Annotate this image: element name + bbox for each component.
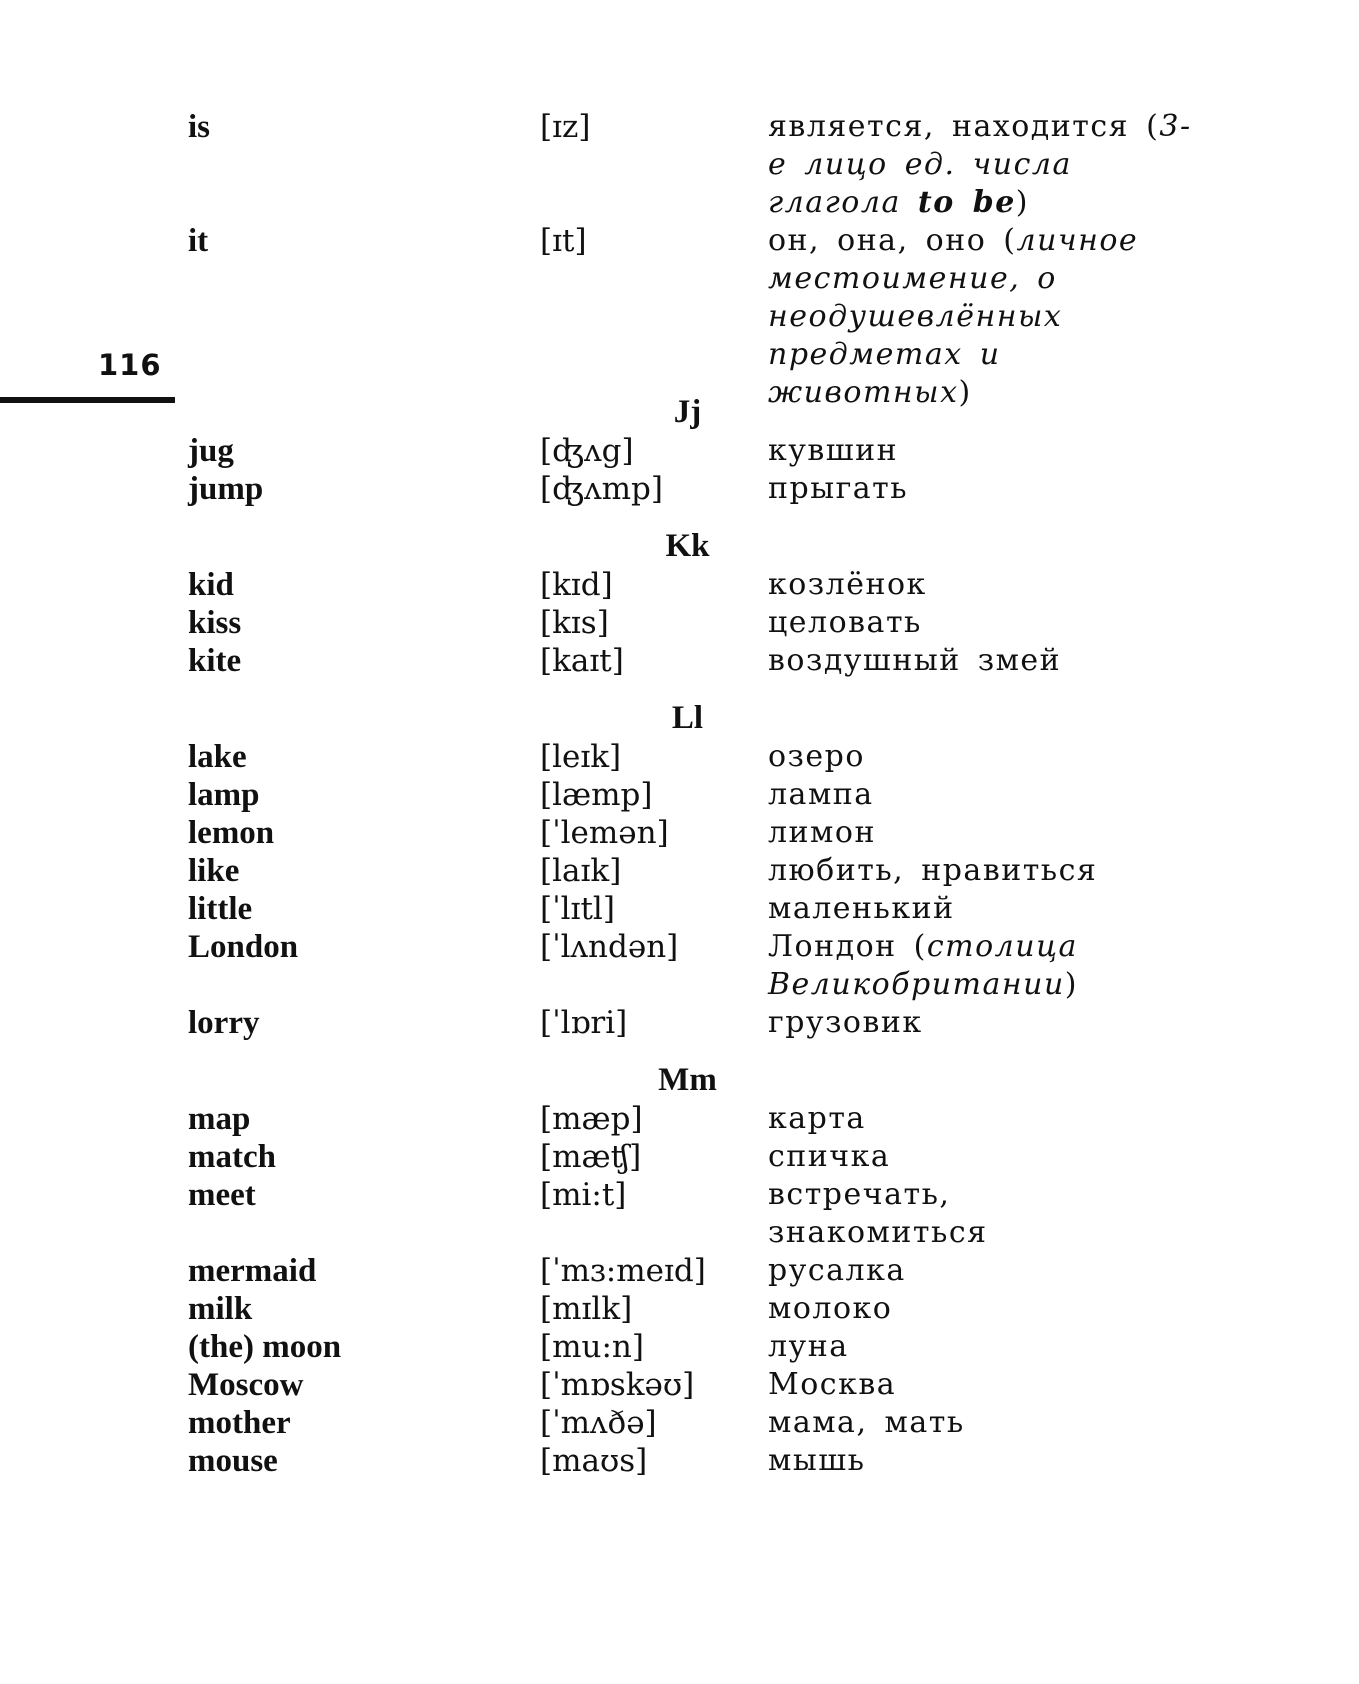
entry-transcription: [ˈmɒskəʊ] xyxy=(540,1367,695,1403)
entry-word: jug xyxy=(188,433,234,469)
dictionary-entry xyxy=(0,1442,1359,1480)
letter-heading xyxy=(0,526,1359,566)
entry-meaning: любить, нравиться xyxy=(768,853,1098,888)
entry-meaning: мышь xyxy=(768,1443,866,1478)
dictionary-entry xyxy=(0,1328,1359,1366)
entry-meaning xyxy=(768,222,1208,412)
entry-word: (the) moon xyxy=(188,1329,342,1365)
entry-meaning: луна xyxy=(768,1329,849,1364)
letter-heading-text: Jj xyxy=(673,394,702,430)
entry-word: match xyxy=(188,1139,276,1175)
dictionary-entry xyxy=(0,108,1359,222)
entry-transcription: [laɪk] xyxy=(540,853,622,889)
dictionary-entry xyxy=(0,566,1359,604)
entry-meaning: лампа xyxy=(768,777,874,812)
page-number: 116 xyxy=(98,348,162,382)
entry-word: Moscow xyxy=(188,1367,304,1403)
entry-meaning: встречать, знакомиться xyxy=(768,1177,988,1250)
dictionary-entry xyxy=(0,814,1359,852)
entry-meaning: озеро xyxy=(768,739,865,774)
entry-meaning: грузовик xyxy=(768,1005,923,1040)
entry-word: lemon xyxy=(188,815,275,851)
meaning-note-emphasis: to be xyxy=(917,185,1016,220)
entry-transcription: [maʊs] xyxy=(540,1443,648,1479)
meaning-note: личное местоимение, о неодушевлённых предметах и животных xyxy=(768,223,1139,410)
dictionary-entry xyxy=(0,642,1359,680)
entry-meaning: русалка xyxy=(768,1253,906,1288)
entry-meaning: прыгать xyxy=(768,471,909,506)
dictionary-entry xyxy=(0,1176,1359,1252)
entry-transcription: [ɪt] xyxy=(540,223,587,259)
entry-transcription: [læmp] xyxy=(540,777,653,813)
dictionary-entry xyxy=(0,1404,1359,1442)
entry-word: London xyxy=(188,929,299,965)
meaning-text: ) xyxy=(1015,185,1029,220)
dictionary-entry xyxy=(0,1100,1359,1138)
entry-transcription: [ˈlɪtl] xyxy=(540,891,615,927)
letter-heading xyxy=(0,392,1359,432)
entry-word: it xyxy=(188,223,209,259)
entry-meaning: воздушный змей xyxy=(768,643,1062,678)
meaning-text: Лондон ( xyxy=(768,929,927,964)
dictionary-entry xyxy=(0,852,1359,890)
entry-transcription: [mɪlk] xyxy=(540,1291,633,1327)
letter-heading xyxy=(0,698,1359,738)
dictionary-entry xyxy=(0,928,1359,1004)
entry-transcription: [leɪk] xyxy=(540,739,622,775)
meaning-text: ) xyxy=(1064,967,1078,1002)
dictionary-entry xyxy=(0,1252,1359,1290)
dictionary-entry xyxy=(0,432,1359,470)
entry-meaning: карта xyxy=(768,1101,866,1136)
entry-transcription: [mi:t] xyxy=(540,1177,627,1213)
entry-transcription: [ˈlɒri] xyxy=(540,1005,628,1041)
dictionary-entry xyxy=(0,222,1359,410)
entry-word: mermaid xyxy=(188,1253,317,1289)
entry-meaning: мама, мать xyxy=(768,1405,965,1440)
entry-word: lamp xyxy=(188,777,260,813)
meaning-text: является, находится xyxy=(768,109,1130,144)
entry-word: jump xyxy=(188,471,264,507)
dictionary-entry xyxy=(0,776,1359,814)
entry-word: kite xyxy=(188,643,242,679)
entry-word: mouse xyxy=(188,1443,278,1479)
entry-word: little xyxy=(188,891,253,927)
entry-transcription: [ˈmɜ:meɪd] xyxy=(540,1253,706,1289)
entry-word: lake xyxy=(188,739,247,775)
entry-meaning: лимон xyxy=(768,815,876,850)
entry-word: like xyxy=(188,853,240,889)
dictionary-entry xyxy=(0,1366,1359,1404)
meaning-text: ) xyxy=(958,375,972,410)
entry-transcription: [ʤʌmp] xyxy=(540,471,663,507)
dictionary-entry xyxy=(0,1138,1359,1176)
entry-transcription: [ɪz] xyxy=(540,109,591,145)
entry-word: milk xyxy=(188,1291,253,1327)
entry-word: kid xyxy=(188,567,234,603)
dictionary-entry xyxy=(0,738,1359,776)
entry-transcription: [kɪd] xyxy=(540,567,613,603)
dictionary-entries xyxy=(0,108,1359,1480)
dictionary-entry xyxy=(0,604,1359,642)
entry-transcription: [ˈmʌðə] xyxy=(540,1405,657,1441)
entry-transcription: [mu:n] xyxy=(540,1329,644,1365)
entry-word: map xyxy=(188,1101,251,1137)
entry-word: mother xyxy=(188,1405,291,1441)
entry-meaning: козлёнок xyxy=(768,567,927,602)
entry-word: meet xyxy=(188,1177,256,1213)
letter-heading-text: Mm xyxy=(658,1062,717,1098)
letter-heading xyxy=(0,1060,1359,1100)
entry-meaning: кувшин xyxy=(768,433,899,468)
entry-transcription: [ˈlemən] xyxy=(540,815,669,851)
dictionary-entry xyxy=(0,1290,1359,1328)
meaning-text: он, она, оно ( xyxy=(768,223,1017,258)
entry-word: is xyxy=(188,109,211,145)
meaning-text: ( xyxy=(1146,109,1160,144)
entry-meaning: молоко xyxy=(768,1291,893,1326)
dictionary-entry xyxy=(0,470,1359,508)
entry-meaning xyxy=(768,928,1208,1004)
entry-meaning: спичка xyxy=(768,1139,891,1174)
entry-word: kiss xyxy=(188,605,242,641)
entry-transcription: [kɪs] xyxy=(540,605,609,641)
dictionary-entry xyxy=(0,1004,1359,1042)
entry-meaning: целовать xyxy=(768,605,922,640)
entry-transcription: [mæp] xyxy=(540,1101,643,1137)
entry-meaning xyxy=(768,108,1208,222)
entry-transcription: [ˈlʌndən] xyxy=(540,929,679,965)
meaning-note: 3-е лицо ед. числа глагола xyxy=(768,109,1192,220)
dictionary-entry xyxy=(0,890,1359,928)
entry-word: lorry xyxy=(188,1005,260,1041)
entry-transcription: [mæʧ] xyxy=(540,1139,642,1175)
entry-transcription: [kaɪt] xyxy=(540,643,624,679)
letter-heading-text: Kk xyxy=(665,528,710,564)
entry-transcription: [ʤʌg] xyxy=(540,433,634,469)
entry-meaning: маленький xyxy=(768,891,955,926)
meaning-note: столица Великобритании xyxy=(768,929,1078,1002)
entry-meaning: Москва xyxy=(768,1367,897,1402)
letter-heading-text: Ll xyxy=(671,700,704,736)
